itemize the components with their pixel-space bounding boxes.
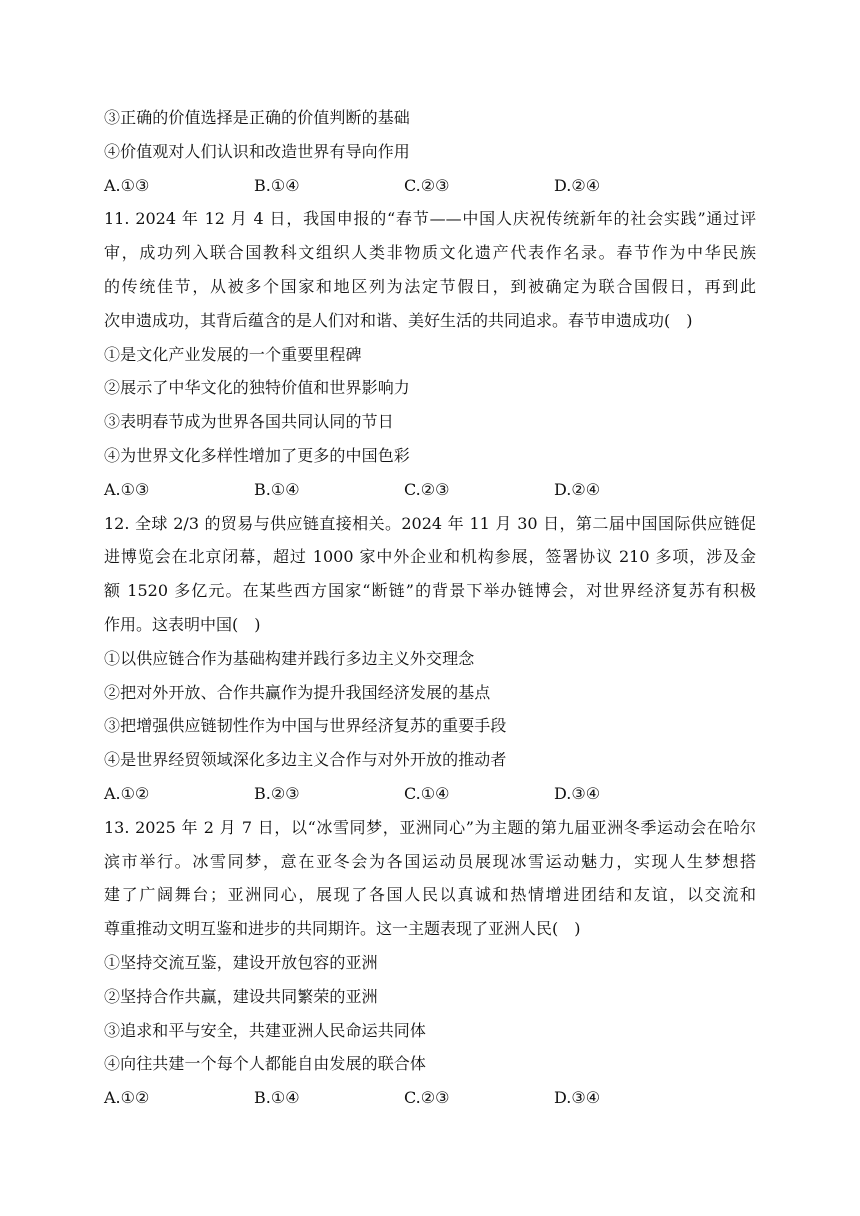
option-a: A.①② <box>104 1088 150 1108</box>
question-stem-line: 尊重推动文明互鉴和进步的共同期许。这一主题表现了亚洲人民( ) <box>104 919 581 939</box>
question-stem-line: 进博览会在北京闭幕，超过 1000 家中外企业和机构参展，签署协议 210 多项，涉及金 <box>104 547 756 567</box>
statement-item: ④为世界文化多样性增加了更多的中国色彩 <box>104 445 410 465</box>
option-a: A.①③ <box>104 175 150 195</box>
question-stem-line: 11. 2024 年 12 月 4 日，我国申报的“春节——中国人庆祝传统新年的社会实践”通过评 <box>104 209 756 229</box>
question-stem-line: 审，成功列入联合国教科文组织人类非物质文化遗产代表作名录。春节作为中华民族 <box>104 243 756 263</box>
statement-item: ③表明春节成为世界各国共同认同的节日 <box>104 412 394 432</box>
option-c: C.①④ <box>404 783 450 803</box>
answer-options <box>104 169 756 203</box>
exam-page <box>104 101 756 1115</box>
option-b: B.①④ <box>254 175 300 195</box>
option-b: B.②③ <box>254 783 300 803</box>
question-13 <box>104 811 756 1115</box>
option-b: B.①④ <box>254 479 300 499</box>
option-a: A.①③ <box>104 479 150 499</box>
statement-item: ①是文化产业发展的一个重要里程碑 <box>104 344 362 364</box>
option-d: D.②④ <box>554 175 601 195</box>
question-12 <box>104 507 756 811</box>
statement-item: ③正确的价值选择是正确的价值判断的基础 <box>104 108 410 127</box>
option-d: D.③④ <box>554 783 601 803</box>
answer-options <box>104 1081 756 1115</box>
option-c: C.②③ <box>404 1088 450 1108</box>
statement-item: ④向往共建一个每个人都能自由发展的联合体 <box>104 1054 427 1074</box>
statement-item: ③把增强供应链韧性作为中国与世界经济复苏的重要手段 <box>104 716 507 736</box>
option-c: C.②③ <box>404 175 450 195</box>
question-11 <box>104 202 756 506</box>
option-d: D.②④ <box>554 479 601 499</box>
statement-item: ③追求和平与安全，共建亚洲人民命运共同体 <box>104 1020 427 1040</box>
question-stem-line: 滨市举行。冰雪同梦，意在亚冬会为各国运动员展现冰雪运动魅力，实现人生梦想搭 <box>104 851 756 871</box>
statement-item: ①坚持交流互鉴，建设开放包容的亚洲 <box>104 952 378 972</box>
question-stem-line: 次申遗成功，其背后蕴含的是人们对和谐、美好生活的共同追求。春节申遗成功( ) <box>104 310 693 330</box>
question-stem-line: 的传统佳节，从被多个国家和地区列为法定节假日，到被确定为联合国假日，再到此 <box>104 276 756 296</box>
statement-item: ①以供应链合作为基础构建并践行多边主义外交理念 <box>104 648 475 668</box>
answer-options <box>104 777 756 811</box>
question-stem-line: 13. 2025 年 2 月 7 日，以“冰雪同梦，亚洲同心”为主题的第九届亚洲冬季运动会在哈尔 <box>104 817 756 837</box>
option-b: B.①④ <box>254 1088 300 1108</box>
question-stem-line: 12. 全球 2/3 的贸易与供应链直接相关。2024 年 11 月 30 日，第二届中国国际供应链促 <box>104 513 756 533</box>
question-stem-line: 额 1520 多亿元。在某些西方国家“断链”的背景下举办链博会，对世界经济复苏有积极 <box>104 581 756 601</box>
question-stem-line: 作用。这表明中国( ) <box>104 614 261 634</box>
answer-options <box>104 473 756 507</box>
statement-item: ②把对外开放、合作共赢作为提升我国经济发展的基点 <box>104 682 491 702</box>
statement-item: ④价值观对人们认识和改造世界有导向作用 <box>104 141 410 161</box>
statement-item: ④是世界经贸领域深化多边主义合作与对外开放的推动者 <box>104 750 507 770</box>
option-d: D.③④ <box>554 1088 601 1108</box>
statement-item: ②展示了中华文化的独特价值和世界影响力 <box>104 378 410 398</box>
option-a: A.①② <box>104 783 150 803</box>
statement-item: ②坚持合作共赢，建设共同繁荣的亚洲 <box>104 986 378 1006</box>
option-c: C.②③ <box>404 479 450 499</box>
question-stem-line: 建了广阔舞台；亚洲同心，展现了各国人民以真诚和热情增进团结和友谊，以交流和 <box>104 885 756 905</box>
question-10-continuation <box>104 101 756 202</box>
